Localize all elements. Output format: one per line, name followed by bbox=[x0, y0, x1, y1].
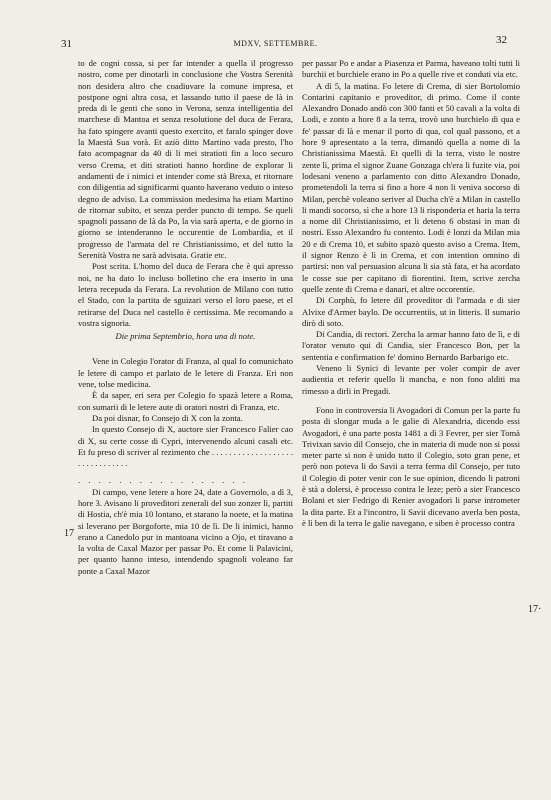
paragraph: Post scrita. L'homo del duca de Ferara che è qui apresso noi, ne ha dato lo incluso bolletino che era inserto in una letera recepuda da Ferara. La revolution de Milano con tutto el Stado, con la partita de sguizari verso el loro paese, et el retirarse del Duca nel castello è certissima. Me recomando a vostra signoria. bbox=[78, 261, 293, 328]
margin-number-left: 17 bbox=[64, 528, 74, 539]
page-header bbox=[0, 34, 551, 52]
paragraph: Die prima Septembrio, hora una di note. bbox=[115, 331, 256, 342]
right-column bbox=[302, 58, 520, 529]
page-number-right: 32 bbox=[496, 34, 507, 46]
margin-number-right: 17· bbox=[528, 604, 542, 615]
paragraph: In questo Consejo di X, auctore sier Francesco Falier cao di X, su certe cosse di Cypri, intervenendo alcuni casali etc. Et fu preso di scriver al rezimento che . . . . . . . . . . . . . . . . . . . . . . . . . . . . . . . bbox=[78, 424, 293, 469]
paragraph: Di Candia, di rectori. Zercha la armar hanno fato de lì, e di l'orator venuto qui di Candia, sier Francesco Bon, per la sententia e confirmation fe' domino Bernardo Barbarigo etc. bbox=[302, 329, 520, 362]
left-column bbox=[78, 58, 293, 577]
page-number-left: 31 bbox=[61, 38, 72, 50]
paragraph: Fono in controversia li Avogadori di Comun per la parte fu posta di slongar muda a le galie di Alexandria, dicendo essi Avogadori, è una parte posta 1481 a dì 3 Fevrer, per sier Tomà Trivixan savio dil Consejo, che in materia di mude non si possi meter parte si non è unido tutto il Colegio, soto gran pene, et però non poteva li do Savii a terra ferma dil Consejo, per tuto il Colegio di poter venir con le sue opinion, dicendo li patroni è stà a dolersi, è processo contra le leze; però a sier Francesco Bolani et sier Fedrigo di Renier avogadori li parse intrometer la dita parte. Et a l'incontro, li Savii dicevano averla ben posta, è lì ben di la terra le galie navegano, e siben è processo contra bbox=[302, 404, 520, 528]
paragraph: . . . . . . . . . . . . . . . . . bbox=[78, 475, 248, 486]
paragraph: Di Corphù, fo letere dil proveditor di l'armada e di sier Alvixe d'Armer baylo. De occurrentiis, ut in litteris. Il sumario dirò di soto. bbox=[302, 295, 520, 328]
paragraph: per passar Po e andar a Piasenza et Parma, haveano tolti tutti li burchii et burchiele erano in Po a quelle rive et conduti via etc. bbox=[302, 58, 520, 80]
running-title: MDXV, SETTEMBRE. bbox=[233, 39, 318, 48]
paragraph: Vene in Colegio l'orator di Franza, al qual fo comunichato le letere di campo et parlato de le letere di Franza. Eri non vene, tolse medicina. bbox=[78, 356, 293, 390]
paragraph: Di campo, vene letere a hore 24, date a Governolo, a dì 3, hore 3. Avisano li proveditori zenerali del suo zonzer lì, partiti di Hostia, ch'è mia 10 lontano, et starano la noete, et la matina si leverano per Borgoforte, mia 10 de lì. De li inimici, hanno erano a Canedolo pur in mantoana vicino a Ojo, et tiravano a la volta de Caxal Mazor per passar Po. Et come li Palavicini, per quanto hanno inteso, intendendo spagnoli voleano far ponte a Caxal Mazor bbox=[78, 486, 293, 576]
paragraph: Da poi disnar, fo Consejo di X con la zonta. bbox=[92, 412, 243, 423]
paragraph: È da saper, eri sera per Colegio fo spazà letere a Roma, con sumarii di le letere aute di oratori nostri di Franza, etc. bbox=[78, 390, 293, 412]
paragraph: to de cogni cossa, si per far intender a quella il progresso nostro, come per dinotarli in conclusione che Vostra Serenità non desidera altro che coadiuvare la comune impresa, et postpone ogni altra cosa, et lassando tutto il paese de là in preda di le genti che sono in Verona, senza intelligentia del marchese di Mantoa et senza resolutione del duca de Ferara, ha fato spingere avanti questo exercito, et faralo spinger dove la Maestà Sua vorà. Et aziò ditto Martino vada presto, l'ho fato acompagnar da 40 di li mei stratioti fin a loco securo verso Crema, et diti stratioti hanno hordine de explorar li andamenti de i nimici et intender come stà Brexa, et ritornare con diligentia ad significarmi quanto haverano veduto o inteso degno de adviso. La commission medesima ha etiam Martino de ritornar subito, et senza perder puncto di tempo. Se queli spagnoli passano de là da Po, la via sarà aperta, e de giorno in giorno se intenderanno le occurentie de Lombardia, et il progresso de l'armata del re Christianissimo, et del tutto la Serenità Vostra ne sarà advisata. Gratie etc. bbox=[78, 58, 293, 261]
paragraph: A dì 5, la matina. Fo letere di Crema, di sier Bortolomio Contarini capitanio e proveditor, di primo. Come il conte Alexandro Donado andò con 300 fanti et 50 cavali a la volta di Lodi, e zonto a hore 8 a la terra, trovò uno burchielo di qua e fe' passar di là e menar il porto di qua, col qual passono, et a hore 9 apresentato a la terra, dimandò quella a nome di la Christianissima Maestà. Et quelli di la terra, visto le nostre zente lì, prima el signor Zuane Gonzaga ch'era li fuzite via, poi lodesani veneno a parlamento con ditto Alexandro Donado, prometendoli la terra si fino a hore 4 non li veniva socorso di Milan, perchè voleano seriver al Ducha ch'è a Milan in castello li mandi socorso, sì che a hore 13 li risponderia et haria la terra a nome dil Christianissimo, et li deteno 6 obstasi in man di nostri. Esso Alexandro fu contento. Lodi è lonzi da Milan mia 20 e di Crema 10, et subito spazò questo aviso a Crema. Item, il signor Renzo è lì in Crema, et con intention omnino di partirsi: non val persuasion alcuna li sia stà fata, et ha acordato le cosse sue per capitano di fiorentini. Item, scrive zercha quelle zente di Crema e danari, et altre occorentie. bbox=[302, 80, 520, 294]
paragraph: Veneno li Synici di levante per voler compir de aver audientia et referir quello li mancha, e non fono alditi ma rimesso a dirli in Pregadi. bbox=[302, 363, 520, 396]
